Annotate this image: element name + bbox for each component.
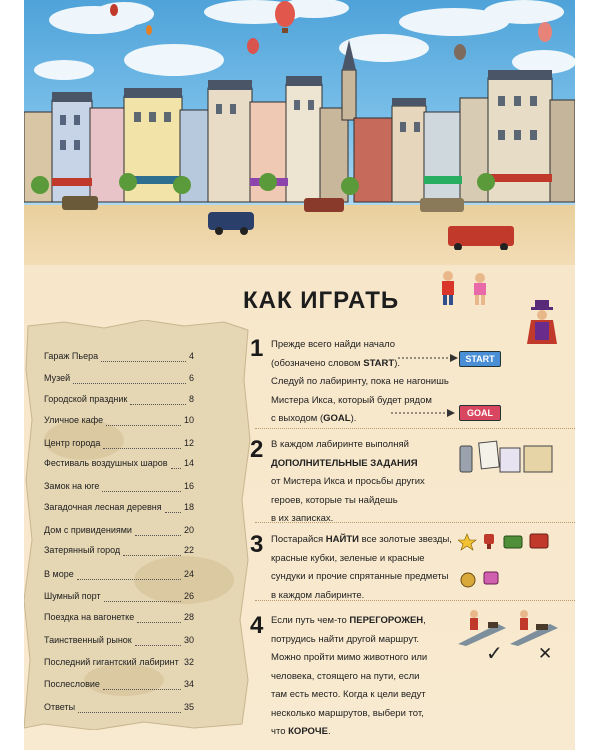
toc-item bbox=[44, 415, 194, 429]
toc-item-title: Загадочная лесная деревня bbox=[44, 502, 162, 512]
toc-item-title: В море bbox=[44, 569, 74, 579]
toc-item-page: 22 bbox=[183, 545, 194, 555]
toc-item-page: 30 bbox=[183, 635, 194, 645]
toc-leader-dots bbox=[77, 579, 181, 580]
step-1-number: 1 bbox=[250, 335, 264, 362]
hidden-items-icon bbox=[458, 532, 554, 592]
toc-item-page: 16 bbox=[183, 481, 194, 491]
toc-item bbox=[44, 373, 194, 387]
toc-leader-dots bbox=[104, 601, 181, 602]
toc-item-title: Шумный порт bbox=[44, 591, 101, 601]
toc-leader-dots bbox=[123, 555, 181, 556]
toc-item-page: 32 bbox=[183, 657, 194, 667]
gold-star-icon bbox=[458, 534, 476, 550]
toc-item-page: 4 bbox=[188, 351, 194, 361]
page-title: КАК ИГРАТЬ bbox=[243, 287, 400, 314]
toc-leader-dots bbox=[165, 512, 181, 513]
step-4-number: 4 bbox=[250, 612, 264, 639]
toc-item-page: 34 bbox=[183, 679, 194, 689]
toc-item-page: 8 bbox=[188, 394, 194, 404]
step-2-text: В каждом лабиринте выполняй ДОПОЛНИТЕЛЬНЫЕ ЗАДАНИЯ от Мистера Икса и просьбы других героев, которые ты найдешь в их записках. bbox=[271, 439, 425, 524]
toc-item bbox=[44, 458, 194, 472]
toc-item bbox=[44, 351, 194, 365]
toc-item-title: Фестиваль воздушных шаров bbox=[44, 458, 168, 468]
heroes-illustration bbox=[432, 268, 502, 308]
toc-item bbox=[44, 502, 194, 516]
toc-item-page: 18 bbox=[183, 502, 194, 512]
toc-item bbox=[44, 702, 194, 716]
toc-leader-dots bbox=[73, 383, 186, 384]
toc-item-title: Поездка на вагонетке bbox=[44, 612, 135, 622]
hat-icon bbox=[484, 572, 498, 584]
red-cup-icon bbox=[484, 534, 494, 549]
toc-item bbox=[44, 481, 194, 495]
toc-item-page: 10 bbox=[183, 415, 194, 425]
toc-item bbox=[44, 545, 194, 559]
toc-item bbox=[44, 525, 194, 539]
toc-item-title: Музей bbox=[44, 373, 71, 383]
toc-leader-dots bbox=[106, 425, 181, 426]
toc-item bbox=[44, 591, 194, 605]
green-chest-icon bbox=[504, 536, 522, 548]
toc-item-page: 12 bbox=[183, 438, 194, 448]
toc-item-title: Замок на юге bbox=[44, 481, 100, 491]
arrow-to-start-icon bbox=[398, 353, 458, 363]
toc-item-page: 35 bbox=[183, 702, 194, 712]
toc-item bbox=[44, 569, 194, 583]
toc-leader-dots bbox=[78, 712, 181, 713]
goal-badge: GOAL bbox=[459, 405, 501, 421]
toc-leader-dots bbox=[102, 491, 181, 492]
toc-item-page: 6 bbox=[188, 373, 194, 383]
toc-item bbox=[44, 394, 194, 408]
toc-item-page: 28 bbox=[183, 612, 194, 622]
toc-item bbox=[44, 635, 194, 649]
city-illustration bbox=[24, 0, 575, 250]
red-chest-icon bbox=[530, 534, 548, 548]
toc-item-title: Гараж Пьера bbox=[44, 351, 99, 361]
step-4-text: Если путь чем-то ПЕРЕГОРОЖЕН, потрудись найти другой маршрут. Можно пройти мимо животного или человека, стоящего на пути, если там есть место. Когда к цели ведут несколько маршрутов, выбери тот, что КОРОЧЕ. bbox=[271, 615, 428, 737]
blocked-path-illustration bbox=[458, 606, 558, 646]
toc-item-title: Дом с привидениями bbox=[44, 525, 132, 535]
toc-item-title: Таинственный рынок bbox=[44, 635, 132, 645]
toc-item-page: 20 bbox=[183, 525, 194, 535]
toc-item bbox=[44, 657, 194, 671]
step-2-number: 2 bbox=[250, 436, 264, 463]
cross-mark-icon: ✕ bbox=[538, 644, 553, 664]
toc-item-title: Последний гигантский лабиринт bbox=[44, 657, 179, 667]
toc-leader-dots bbox=[101, 361, 186, 362]
toc-item bbox=[44, 679, 194, 693]
toc-leader-dots bbox=[103, 448, 181, 449]
toc-item-title: Ответы bbox=[44, 702, 76, 712]
toc-item bbox=[44, 438, 194, 452]
toc-item-page: 26 bbox=[183, 591, 194, 601]
check-mark-icon: ✓ bbox=[486, 641, 503, 665]
lion-icon bbox=[461, 573, 475, 587]
arrow-to-goal-icon bbox=[391, 408, 455, 418]
toc-item bbox=[44, 612, 194, 626]
toc-leader-dots bbox=[130, 404, 186, 405]
notes-icon bbox=[458, 440, 554, 480]
toc-item-title: Уличное кафе bbox=[44, 415, 104, 425]
step-1-text: Прежде всего найди начало (обозначено словом START). Следуй по лабиринту, пока не нагонишь Мистера Икса, который будет рядом с выходом (GOAL). bbox=[271, 339, 449, 424]
step-3-text: Постарайся НАЙТИ все золотые звезды, красные кубки, зеленые и красные сундуки и прочие спрятанные предметы в каждом лабиринте. bbox=[271, 534, 452, 601]
toc-item-title: Затерянный город bbox=[44, 545, 121, 555]
mister-x-illustration bbox=[525, 300, 557, 350]
start-badge: START bbox=[459, 351, 501, 367]
toc-item-title: Центр города bbox=[44, 438, 101, 448]
toc-leader-dots bbox=[103, 689, 181, 690]
toc-item-page: 14 bbox=[183, 458, 194, 468]
toc-leader-dots bbox=[171, 468, 181, 469]
toc-item-page: 24 bbox=[183, 569, 194, 579]
toc-item-title: Городской праздник bbox=[44, 394, 128, 404]
toc-leader-dots bbox=[135, 535, 181, 536]
toc-item-title: Послесловие bbox=[44, 679, 100, 689]
toc-leader-dots bbox=[135, 645, 181, 646]
step-3-number: 3 bbox=[250, 531, 264, 558]
toc-leader-dots bbox=[137, 622, 181, 623]
